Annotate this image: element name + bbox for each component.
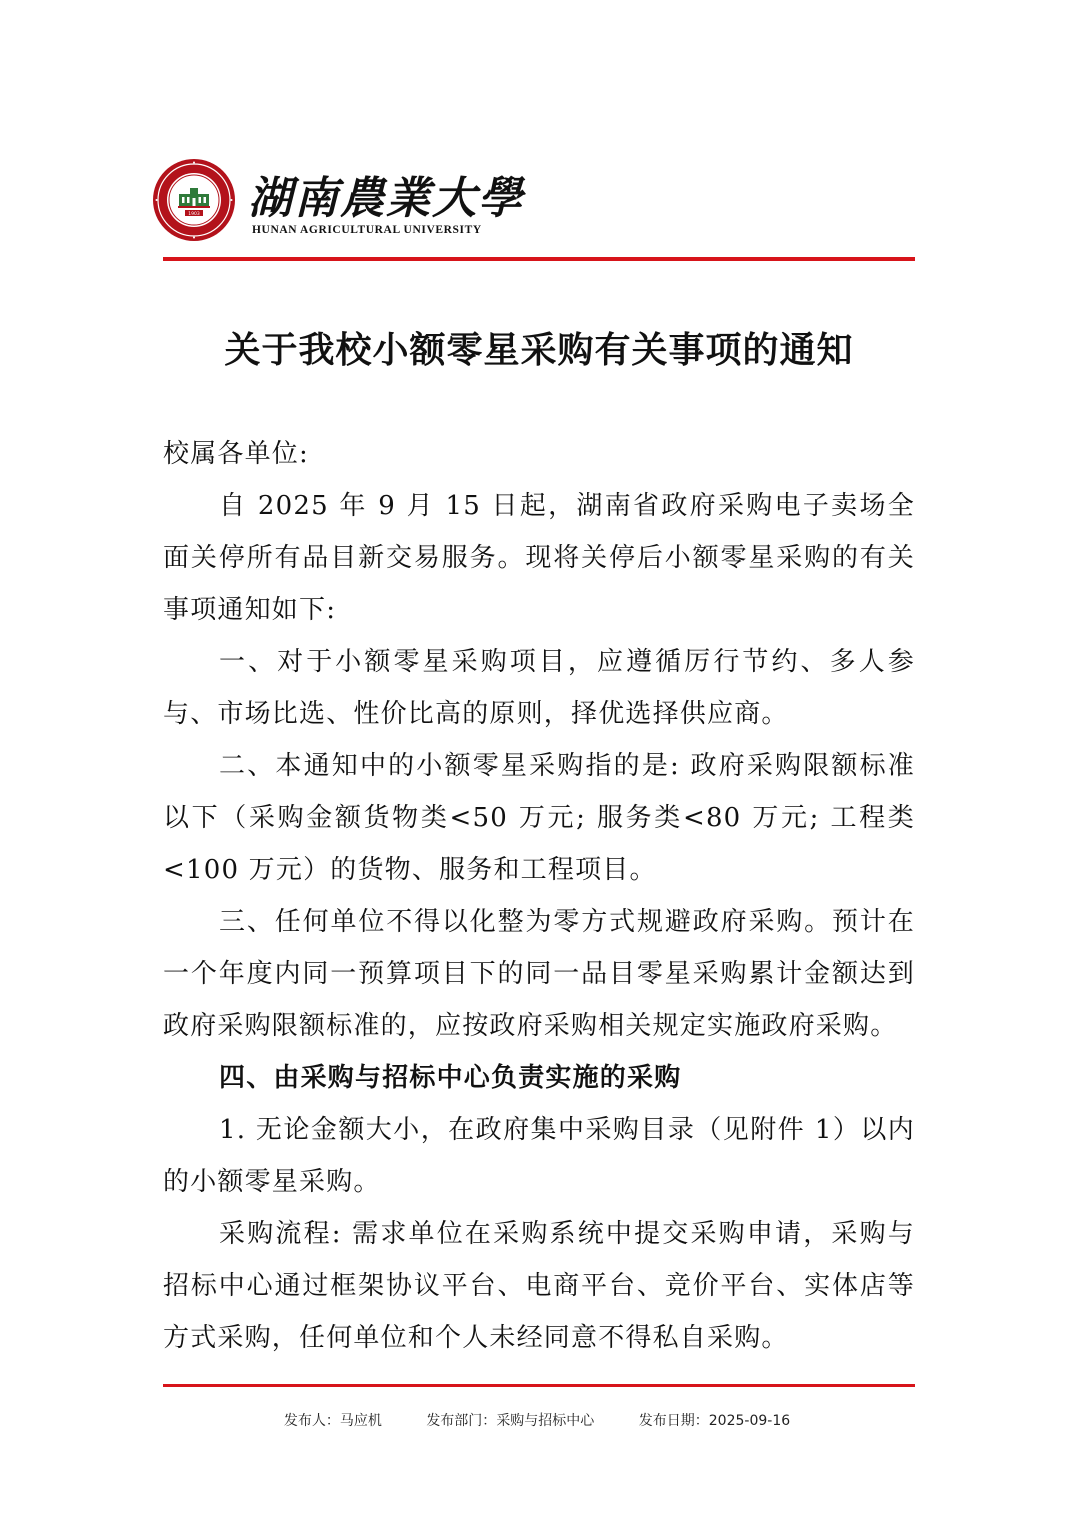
letterhead bbox=[152, 158, 524, 248]
paragraph-item-1: 一、对于小额零星采购项目，应遵循厉行节约、多人参与、市场比选、性价比高的原则，择优选择供应商。 bbox=[163, 647, 915, 729]
paragraph-item-2: 二、本通知中的小额零星采购指的是: 政府采购限额标准以下（采购金额货物类<50 万元; 服务类<80 万元; 工程类<100 万元）的货物、服务和工程项目。 bbox=[163, 751, 915, 885]
section-heading: 四、由采购与招标中心负责实施的采购 bbox=[219, 1063, 682, 1093]
department-info bbox=[426, 1413, 594, 1429]
university-seal-icon bbox=[152, 158, 236, 242]
publisher-info bbox=[284, 1413, 382, 1429]
publish-info bbox=[0, 1410, 1074, 1430]
salutation: 校属各单位: bbox=[163, 439, 309, 469]
footer-divider bbox=[163, 1384, 915, 1387]
sub-paragraph-process: 采购流程: 需求单位在采购系统中提交采购申请，采购与招标中心通过框架协议平台、电商平台、竞价平台、实体店等方式采购，任何单位和个人未经同意不得私自采购。 bbox=[163, 1219, 915, 1353]
seal-year: 1903 bbox=[188, 212, 200, 217]
document-body bbox=[163, 428, 915, 1364]
department-name: 采购与招标中心 bbox=[496, 1413, 595, 1429]
department-label: 发布部门： bbox=[426, 1413, 497, 1429]
paragraph-intro: 自 2025 年 9 月 15 日起，湖南省政府采购电子卖场全面关停所有品目新交易服务。现将关停后小额零星采购的有关事项通知如下: bbox=[163, 491, 915, 625]
date-info bbox=[639, 1413, 790, 1429]
paragraph-item-3: 三、任何单位不得以化整为零方式规避政府采购。预计在一个年度内同一预算项目下的同一品目零星采购累计金额达到政府采购限额标准的，应按政府采购相关规定实施政府采购。 bbox=[163, 907, 915, 1041]
date-label: 发布日期： bbox=[638, 1413, 709, 1429]
header-divider bbox=[163, 257, 915, 261]
publisher-name: 马应机 bbox=[339, 1413, 382, 1429]
publisher-label: 发布人： bbox=[283, 1413, 340, 1429]
sub-paragraph-1: 1. 无论金额大小，在政府集中采购目录（见附件 1）以内的小额零星采购。 bbox=[163, 1115, 915, 1197]
publish-date: 2025-09-16 bbox=[708, 1413, 791, 1429]
university-name-cn: 湖南農業大學 bbox=[248, 173, 524, 224]
document-title: 关于我校小额零星采购有关事项的通知 bbox=[224, 329, 854, 371]
university-name-en: HUNAN AGRICULTURAL UNIVERSITY bbox=[252, 224, 482, 236]
